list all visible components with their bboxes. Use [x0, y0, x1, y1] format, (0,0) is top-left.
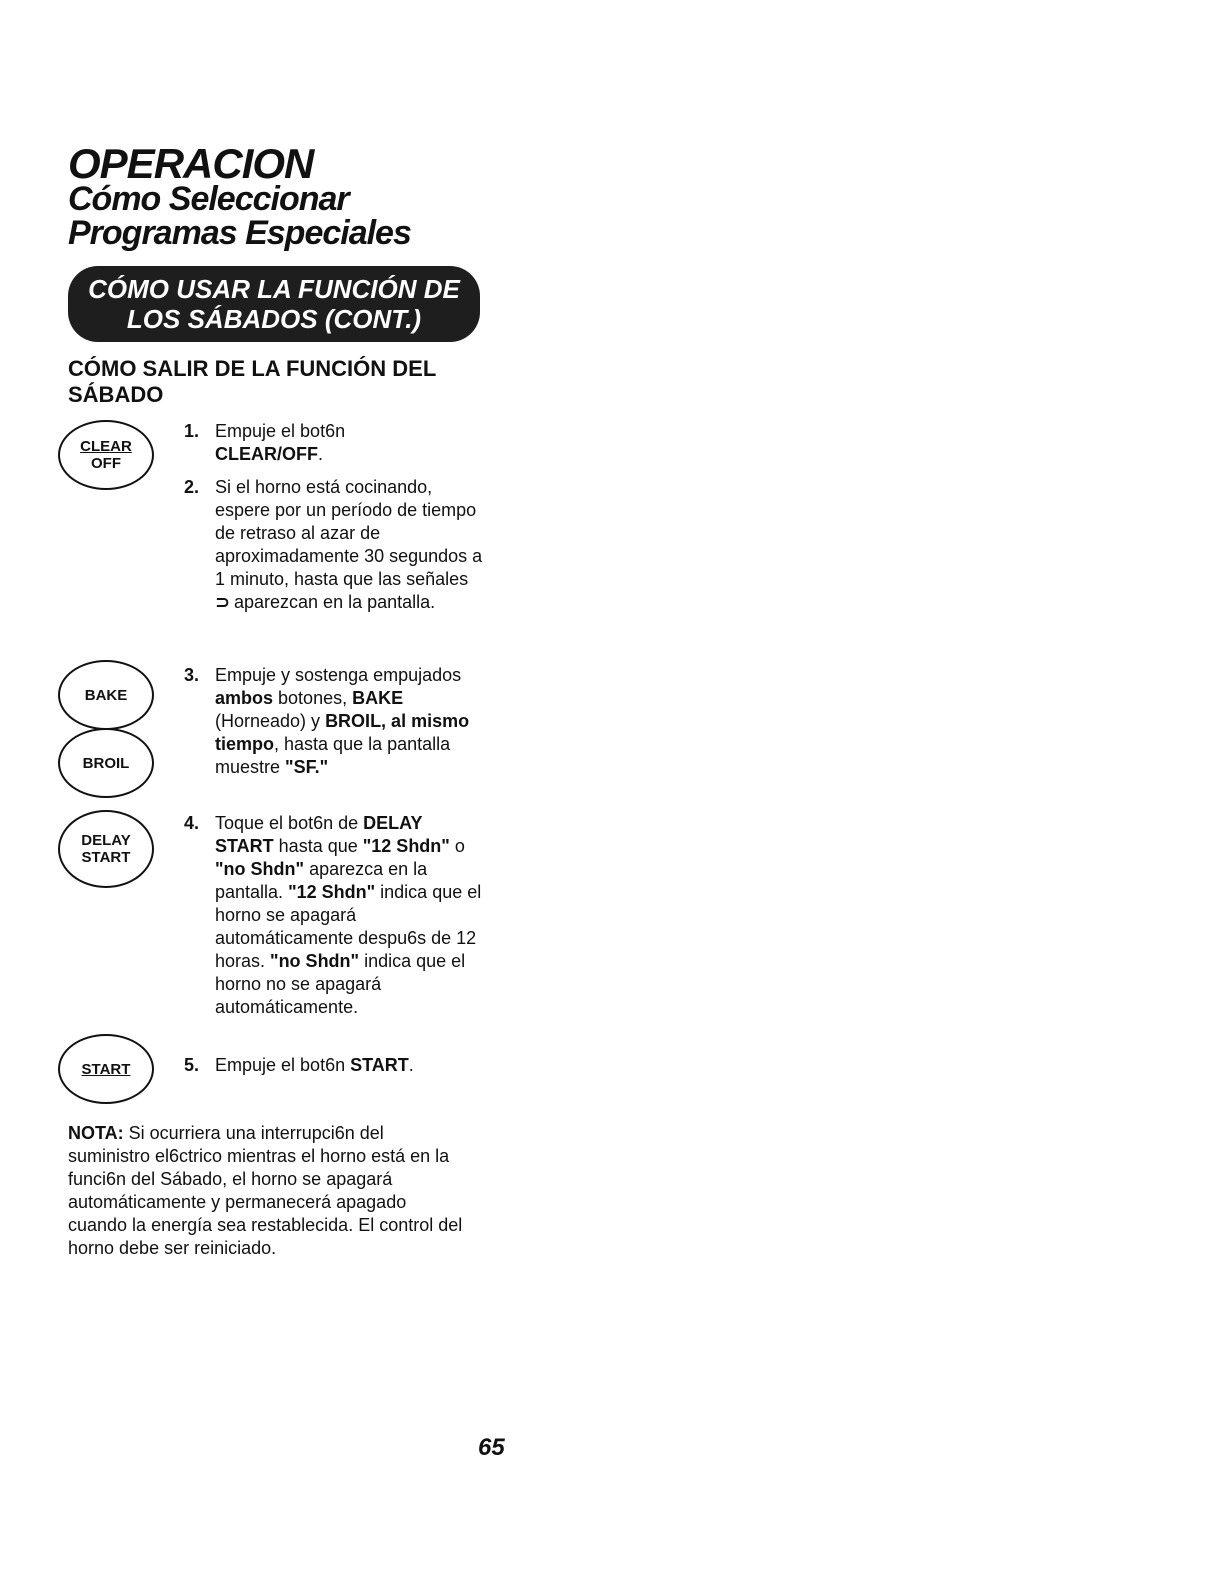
step-text: Toque el bot6n de DELAY START hasta que "12 Shdn" o "no Shdn" aparezca en la pantalla. "12 Shdn" indica que el horno se apagará automáticamente despu6s de 12 horas. "no Shdn" indica que el horno no se apagará automáticamente.: [215, 813, 482, 1017]
note-label: NOTA:: [68, 1123, 124, 1143]
delay-start-button-icon: [58, 810, 154, 888]
broil-button-icon: [58, 728, 154, 798]
step-number: 5.: [184, 1055, 200, 1075]
start-label-2: START: [81, 1060, 131, 1078]
page-number: 65: [478, 1434, 505, 1461]
note-text: Si ocurriera una interrupci6n del suministro el6ctrico mientras el horno está en la funci6n del Sábado, el horno se apagará automáticamente y permanecerá apagado cuando la energía sea restablecida. El control del horno debe ser reiniciado.: [68, 1123, 463, 1258]
page-subtitle-line-2: Programas Especiales: [68, 214, 411, 252]
page-subtitle-line-1: Cómo Seleccionar: [68, 180, 349, 218]
off-label: OFF: [91, 455, 121, 472]
clear-label: CLEAR: [80, 438, 132, 455]
broil-label: BROIL: [82, 754, 130, 772]
note-paragraph: [68, 1122, 468, 1260]
start-button-icon: [58, 1034, 154, 1104]
page-title: OPERACION: [68, 140, 314, 187]
banner-line-2: LOS SÁBADOS (CONT.): [126, 304, 422, 334]
clear-off-button-icon: [58, 420, 154, 490]
step-text: Si el horno está cocinando, espere por un período de tiempo de retraso al azar de aproximadamente 30 segundos a 1 minuto, hasta que las señales ⊃ aparezcan en la pantalla.: [215, 477, 483, 612]
step-number: 3.: [184, 665, 200, 685]
step-number: 2.: [184, 477, 200, 497]
step-text: Empuje y sostenga empujados ambos botones, BAKE (Horneado) y BROIL, al mismo tiempo, hasta que la pantalla muestre "SF.": [215, 665, 470, 777]
bake-label: BAKE: [84, 686, 128, 704]
step-text: Empuje el bot6n START.: [215, 1055, 414, 1075]
bake-button-icon: [58, 660, 154, 730]
step-number: 4.: [184, 813, 200, 833]
section-heading: CÓMO SALIR DE LA FUNCIÓN DEL SÁBADO: [68, 356, 436, 407]
section-banner: [68, 266, 480, 342]
delay-label: DELAY: [81, 832, 131, 849]
start-label: START: [81, 849, 131, 866]
step-number: 1.: [184, 421, 200, 441]
step-text: Empuje el bot6n CLEAR/OFF.: [215, 421, 346, 464]
banner-line-1: CÓMO USAR LA FUNCIÓN DE: [88, 274, 460, 304]
display-signal-icon: ⊃: [215, 592, 231, 612]
